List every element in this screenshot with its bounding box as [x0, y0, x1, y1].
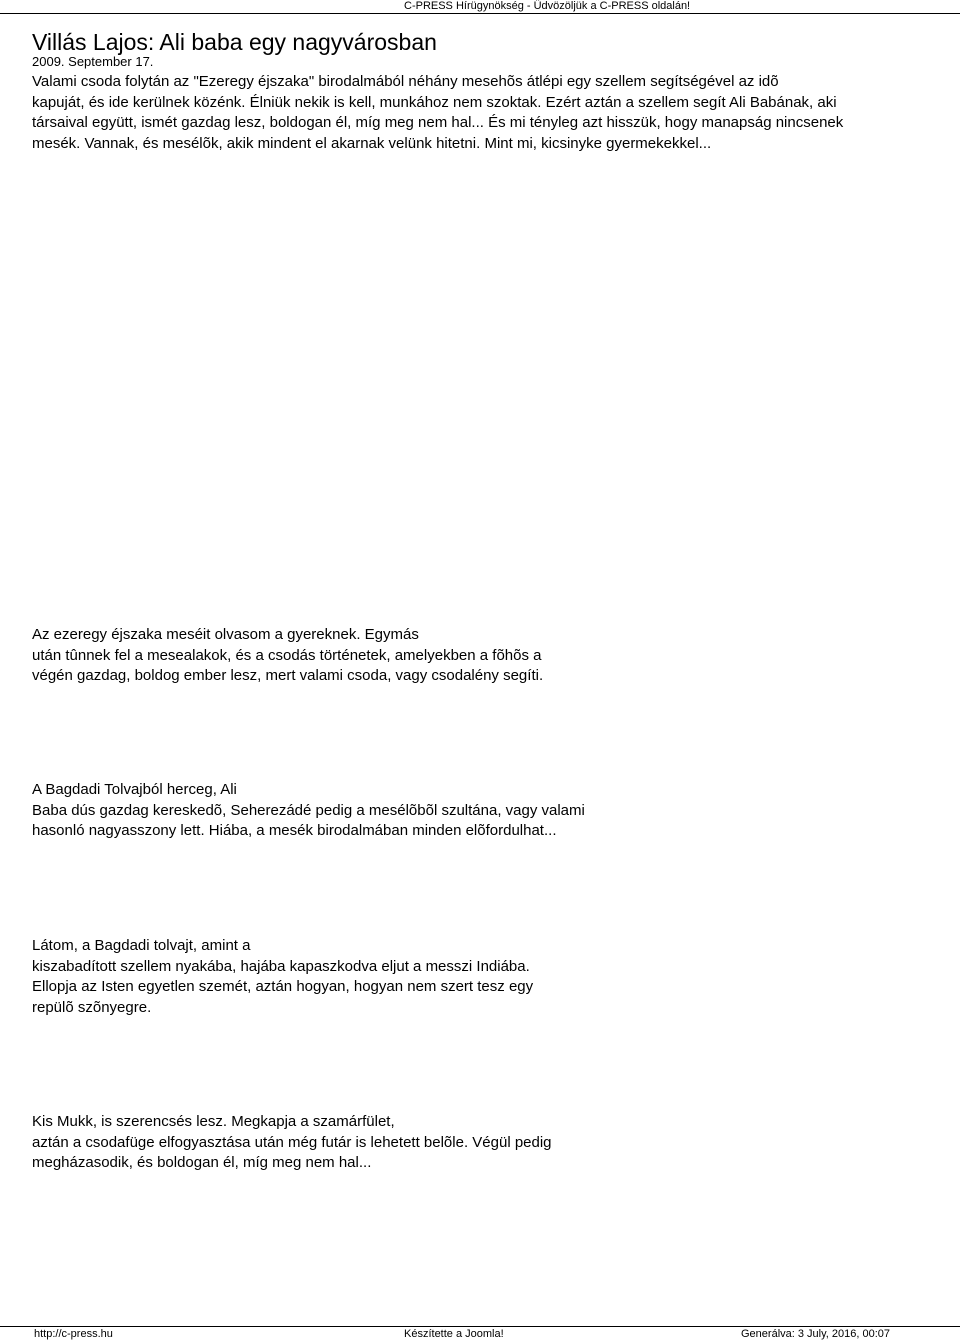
- intro-line: mesék. Vannak, és mesélõk, akik mindent el akarnak velünk hitetni. Mint mi, kicsinyke gyermekekkel...: [32, 134, 712, 152]
- article-paragraph: [32, 780, 585, 842]
- intro-line: társaival együtt, ismét gazdag lesz, boldogan él, míg meg nem hal... És mi tényleg azt hisszük, hogy manapság nincsenek: [32, 114, 844, 131]
- intro-line: Valami csoda folytán az "Ezeregy éjszaka" birodalmából néhány mesehõs átlépi egy szellem segítségével az idõ: [32, 73, 779, 90]
- article-title: Villás Lajos: Ali baba egy nagyvárosban: [32, 29, 437, 55]
- article-paragraph: [32, 625, 543, 687]
- paragraph-line: Baba dús gazdag kereskedõ, Seherezádé pedig a mesélõbõl szultána, vagy valami: [32, 801, 585, 819]
- paragraph-line: Ellopja az Isten egyetlen szemét, aztán hogyan, hogyan nem szert tesz egy: [32, 978, 534, 995]
- footer-generated-date: Generálva: 3 July, 2016, 00:07: [741, 1328, 891, 1340]
- footer-site-url: http://c-press.hu: [34, 1328, 113, 1340]
- article-intro: [32, 72, 944, 154]
- site-header-text: C-PRESS Hírügynökség - Üdvözöljük a C-PRESS oldalán!: [404, 0, 691, 12]
- paragraph-line: hasonló nagyasszony lett. Hiába, a mesék birodalmában minden elõfordulhat...: [32, 822, 557, 839]
- article-date: 2009. September 17.: [32, 54, 154, 69]
- article-paragraph: [32, 936, 533, 1018]
- paragraph-line: Az ezeregy éjszaka meséit olvasom a gyereknek. Egymás: [32, 626, 419, 643]
- paragraph-line: Látom, a Bagdadi tolvajt, amint a: [32, 937, 251, 954]
- paragraph-line: után tûnnek fel a mesealakok, és a csodás történetek, amelyekben a fõhõs a: [32, 646, 542, 664]
- footer-made-with: Készítette a Joomla!: [404, 1328, 504, 1340]
- article-paragraph: [32, 1112, 552, 1174]
- intro-line: kapuját, és ide kerülnek közénk. Élniük nekik is kell, munkához nem szoktak. Ezért aztán a szellem segít Ali Babának, aki: [32, 93, 837, 111]
- paragraph-line: Kis Mukk, is szerencsés lesz. Megkapja a szamárfület,: [32, 1113, 395, 1130]
- paragraph-line: aztán a csodafüge elfogyasztása után még futár is lehetett belõle. Végül pedig: [32, 1133, 552, 1151]
- paragraph-line: végén gazdag, boldog ember lesz, mert valami csoda, vagy csodalény segíti.: [32, 667, 544, 684]
- paragraph-line: repülõ szõnyegre.: [32, 998, 152, 1016]
- paragraph-line: megházasodik, és boldogan él, míg meg nem hal...: [32, 1154, 372, 1171]
- header-divider: [0, 13, 960, 14]
- paragraph-line: A Bagdadi Tolvajból herceg, Ali: [32, 781, 237, 798]
- paragraph-line: kiszabadított szellem nyakába, hajába kapaszkodva eljut a messzi Indiába.: [32, 957, 530, 975]
